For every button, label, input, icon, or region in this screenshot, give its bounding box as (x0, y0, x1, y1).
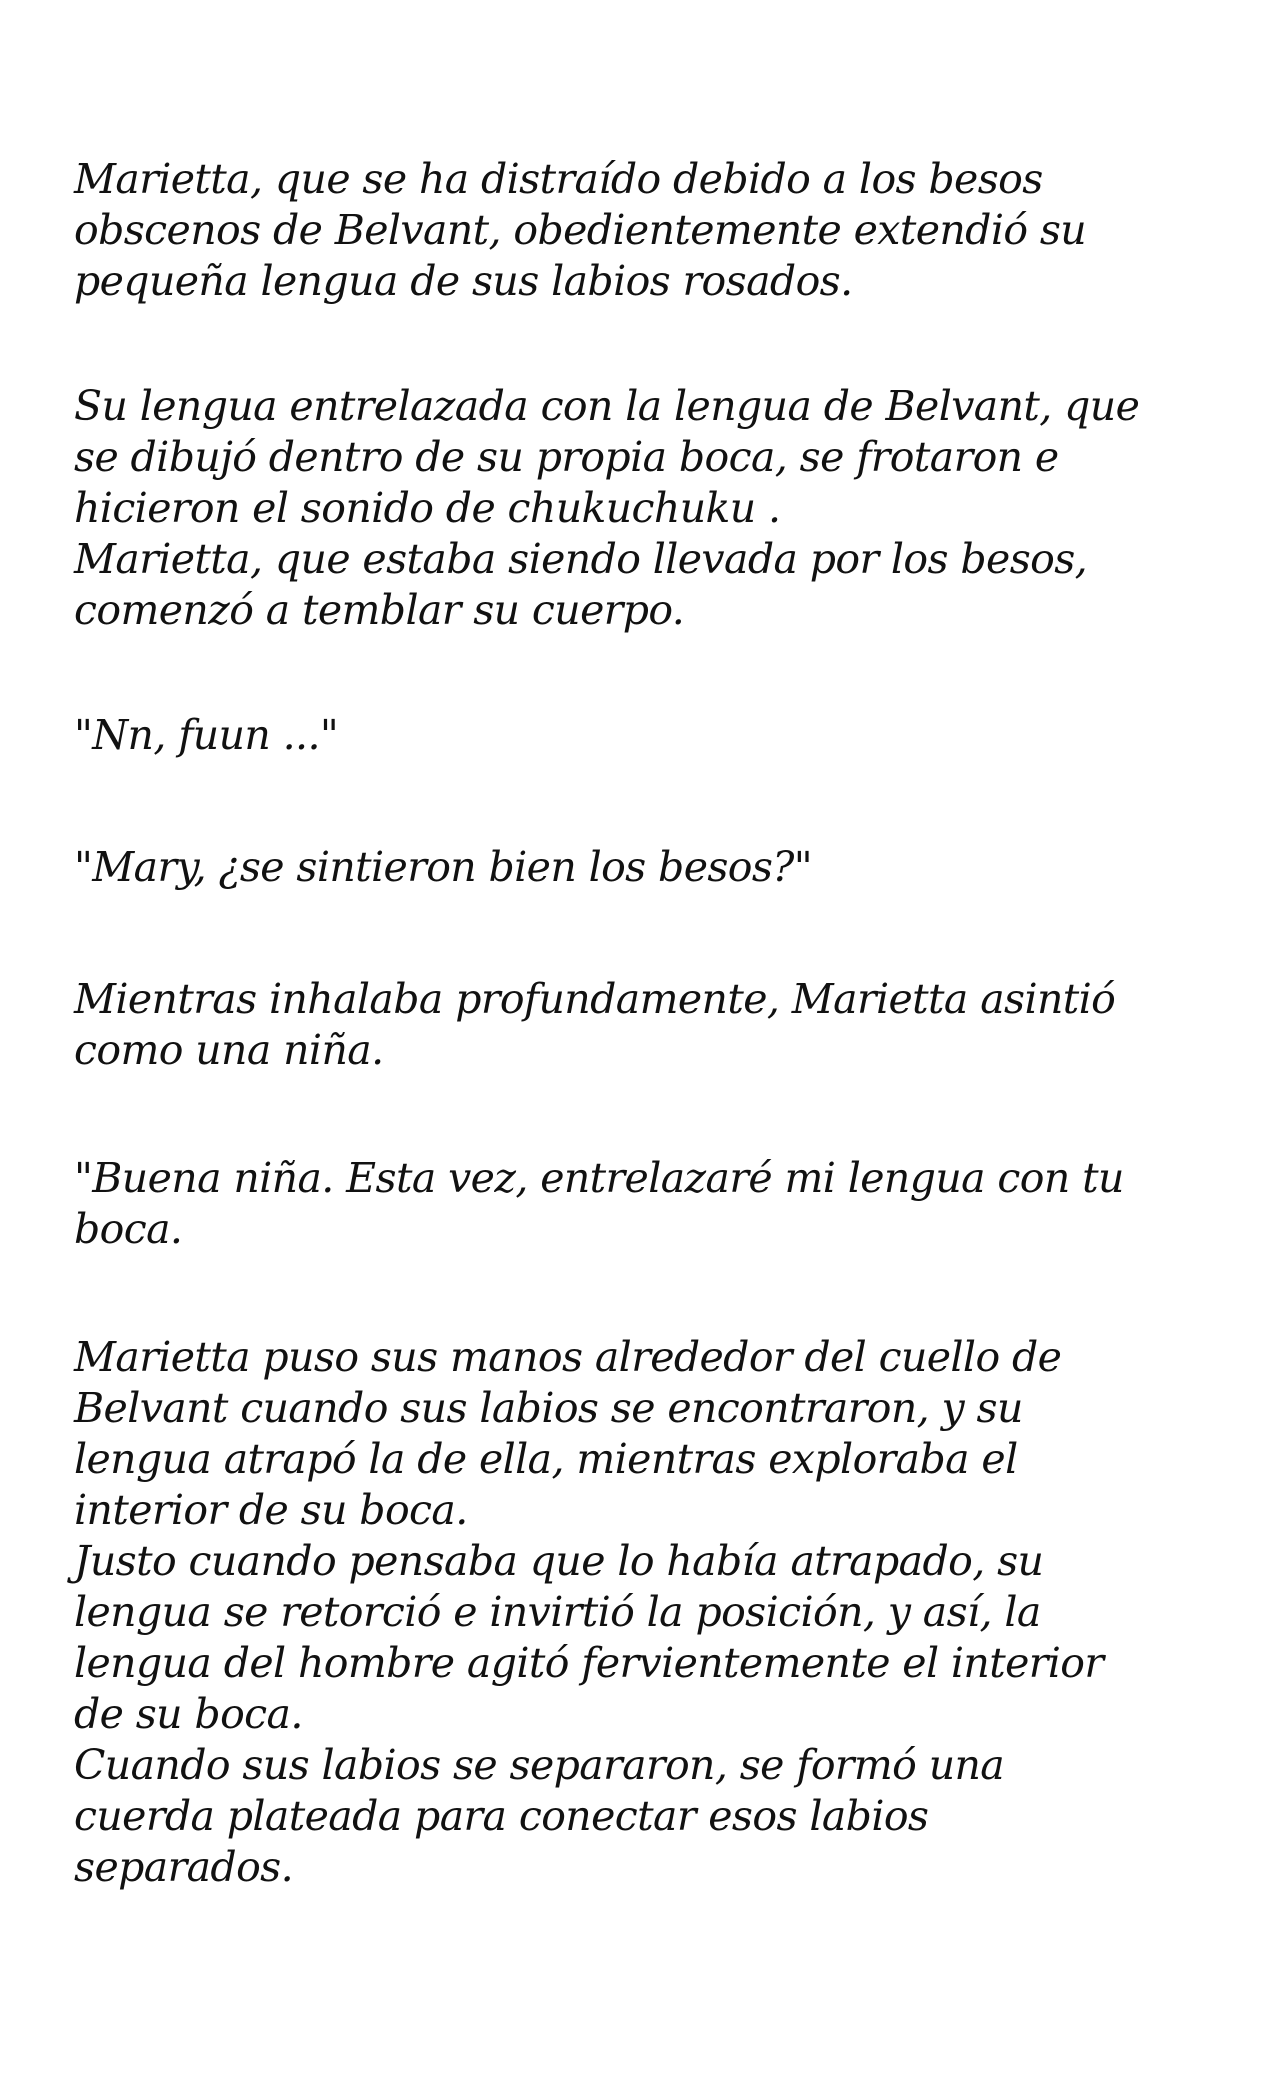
dialogue-good-girl: "Buena niña. Esta vez, entrelazaré mi lengua con tu boca. (74, 1154, 1124, 1253)
dialogue-nn-fuun: "Nn, fuun ..." (74, 711, 339, 759)
dialogue-mary-question: "Mary, ¿se sintieron bien los besos?" (74, 843, 812, 891)
paragraph-tongues-entwined: Su lengua entrelazada con la lengua de Belvant, que se dibujó dentro de su propia boca, se frotaron e hicieron el sonido de chukuchuku . Marietta, que estaba siendo llevada por los besos, comenzó a temblar su cuerpo. (74, 382, 1140, 634)
paragraph-marietta-nods: Mientras inhalaba profundamente, Marietta asintió como una niña. (74, 975, 1116, 1074)
paragraph-silver-thread: Marietta puso sus manos alrededor del cuello de Belvant cuando sus labios se encontraron, y su lengua atrapó la de ella, mientras exploraba el interior de su boca. Justo cuando pensaba que lo había atrapado, su lengua se retorció e invirtió la posición, y así, la lengua del hombre agitó fervientemente el interior de su boca. Cuando sus labios se separaron, se formó una cuerda plateada para conectar esos labios separados. (74, 1333, 1104, 1891)
paragraph-distracted-kisses: Marietta, que se ha distraído debido a los besos obscenos de Belvant, obedientemente extendió su pequeña lengua de sus labios rosados. (74, 155, 1087, 305)
